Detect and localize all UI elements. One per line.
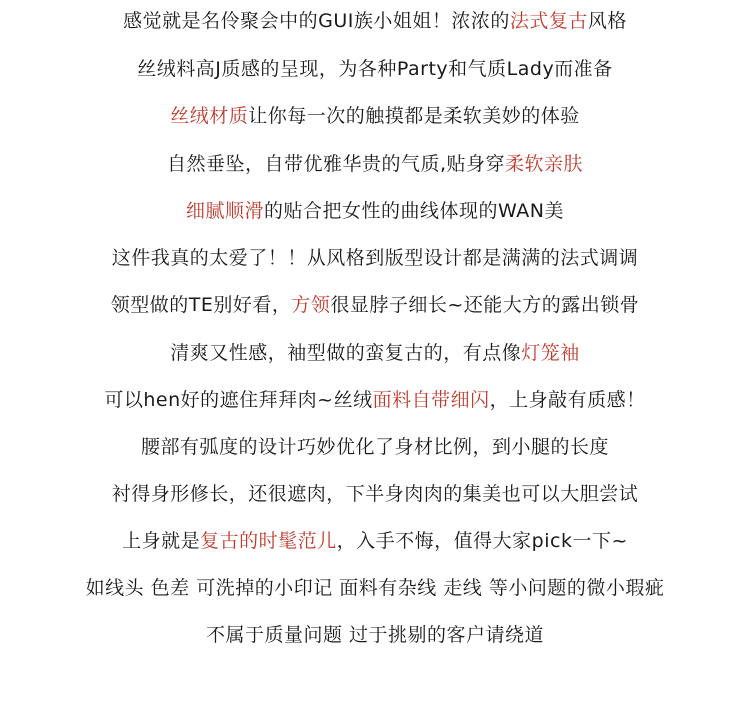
description-line: 可以hen好的遮住拜拜肉~丝绒面料自带细闪，上身敲有质感！ bbox=[104, 389, 646, 411]
disclaimer-line: 不属于质量问题 过于挑剔的客户请绕道 bbox=[205, 624, 545, 646]
description-line: 丝绒料高J质感的呈现，为各种Party和气质Lady而准备 bbox=[137, 58, 613, 80]
highlight-text: 细腻顺滑 bbox=[186, 200, 265, 222]
description-line: 这件我真的太爱了！！从风格到版型设计都是满满的法式调调 bbox=[111, 247, 639, 269]
highlight-text: 方领 bbox=[291, 294, 331, 316]
description-line: 自然垂坠，自带优雅华贵的气质,贴身穿柔软亲肤 bbox=[166, 153, 584, 175]
highlight-text: 灯笼袖 bbox=[521, 342, 580, 364]
highlight-text: 法式复古 bbox=[509, 10, 588, 32]
description-line: 领型做的TE别好看，方领很显脖子细长~还能大方的露出锁骨 bbox=[110, 294, 640, 316]
description-line: 细腻顺滑的贴合把女性的曲线体现的WAN美 bbox=[186, 200, 564, 222]
highlight-text: 复古的时髦范儿 bbox=[200, 530, 337, 552]
description-line: 腰部有弧度的设计巧妙优化了身材比例，到小腿的长度 bbox=[140, 436, 609, 458]
disclaimer-line: 如线头 色差 可洗掉的小印记 面料有杂线 走线 等小问题的微小瑕疵 bbox=[85, 577, 665, 599]
highlight-text: 面料自带细闪 bbox=[372, 389, 490, 411]
description-line: 感觉就是名伶聚会中的GUI族小姐姐！浓浓的法式复古风格 bbox=[123, 10, 627, 32]
description-line: 衬得身形修长，还很遮肉，下半身肉肉的集美也可以大胆尝试 bbox=[111, 483, 639, 505]
description-line: 上身就是复古的时髦范儿，入手不悔，值得大家pick一下~ bbox=[122, 530, 628, 552]
highlight-text: 丝绒材质 bbox=[170, 105, 249, 127]
highlight-text: 柔软亲肤 bbox=[505, 153, 584, 175]
description-line: 丝绒材质让你每一次的触摸都是柔软美妙的体验 bbox=[170, 105, 580, 127]
description-line: 清爽又性感，袖型做的蛮复古的，有点像灯笼袖 bbox=[170, 342, 580, 364]
